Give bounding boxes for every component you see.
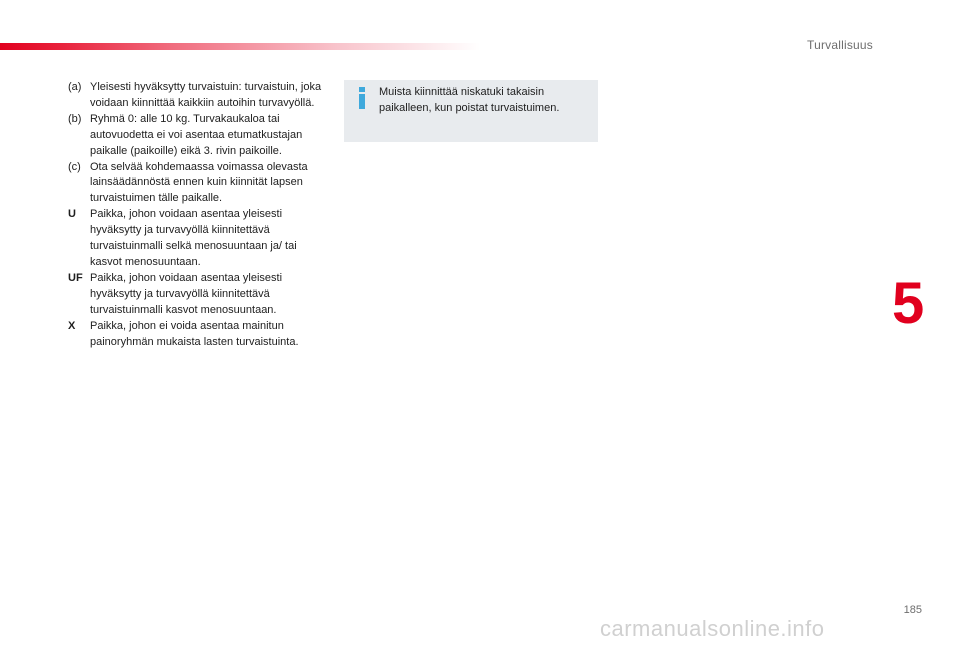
note-key: (b)	[68, 112, 82, 125]
legend-note	[68, 319, 330, 351]
legend-note	[68, 112, 330, 160]
legend-note	[68, 271, 330, 319]
note-key: (a)	[68, 81, 82, 93]
info-text: Muista kiinnittää niskatuki takaisin paikalleen, kun poistat turvaistuimen.	[379, 86, 560, 114]
note-text: Yleisesti hyväksytty turvaistuin: turvaistuin, joka voidaan kiinnittää kaikkiin autoihin turvavyöllä.	[90, 81, 322, 109]
note-key: X	[68, 319, 76, 332]
legend-note	[68, 160, 330, 208]
page-number: 185	[903, 604, 922, 616]
header-accent-bar	[0, 43, 480, 50]
legend-note	[68, 80, 330, 112]
note-text: Paikka, johon ei voida asentaa mainitun painoryhmän mukaista lasten turvaistuinta.	[90, 319, 299, 348]
note-key: U	[68, 208, 76, 221]
info-box	[344, 80, 598, 142]
note-text: Paikka, johon voidaan asentaa yleisesti hyväksytty ja turvavyöllä kiinnitettävä turvaistuinmalli kasvot menosuuntaan.	[90, 271, 283, 316]
info-icon	[357, 87, 367, 109]
section-title: Turvallisuus	[807, 38, 873, 52]
note-key: UF	[68, 271, 83, 284]
note-text: Ryhmä 0: alle 10 kg. Turvakaukaloa tai autovuodetta ei voi asentaa etumatkustajan paikalle (paikoille) eikä 3. rivin paikoille.	[90, 112, 303, 157]
legend-note	[68, 207, 330, 271]
note-key: (c)	[68, 160, 81, 173]
watermark: carmanualsonline.info	[600, 616, 825, 641]
note-text: Ota selvää kohdemaassa voimassa olevasta lainsäädännöstä ennen kuin kiinnität lapsen turvaistuimen tälle paikalle.	[90, 160, 308, 205]
note-text: Paikka, johon voidaan asentaa yleisesti hyväksytty ja turvavyöllä kiinnitettävä turvaistuinmalli selkä menosuuntaan ja/ tai kasvot menosuuntaan.	[90, 208, 297, 268]
chapter-number: 5	[892, 271, 925, 336]
legend-notes	[68, 80, 330, 350]
